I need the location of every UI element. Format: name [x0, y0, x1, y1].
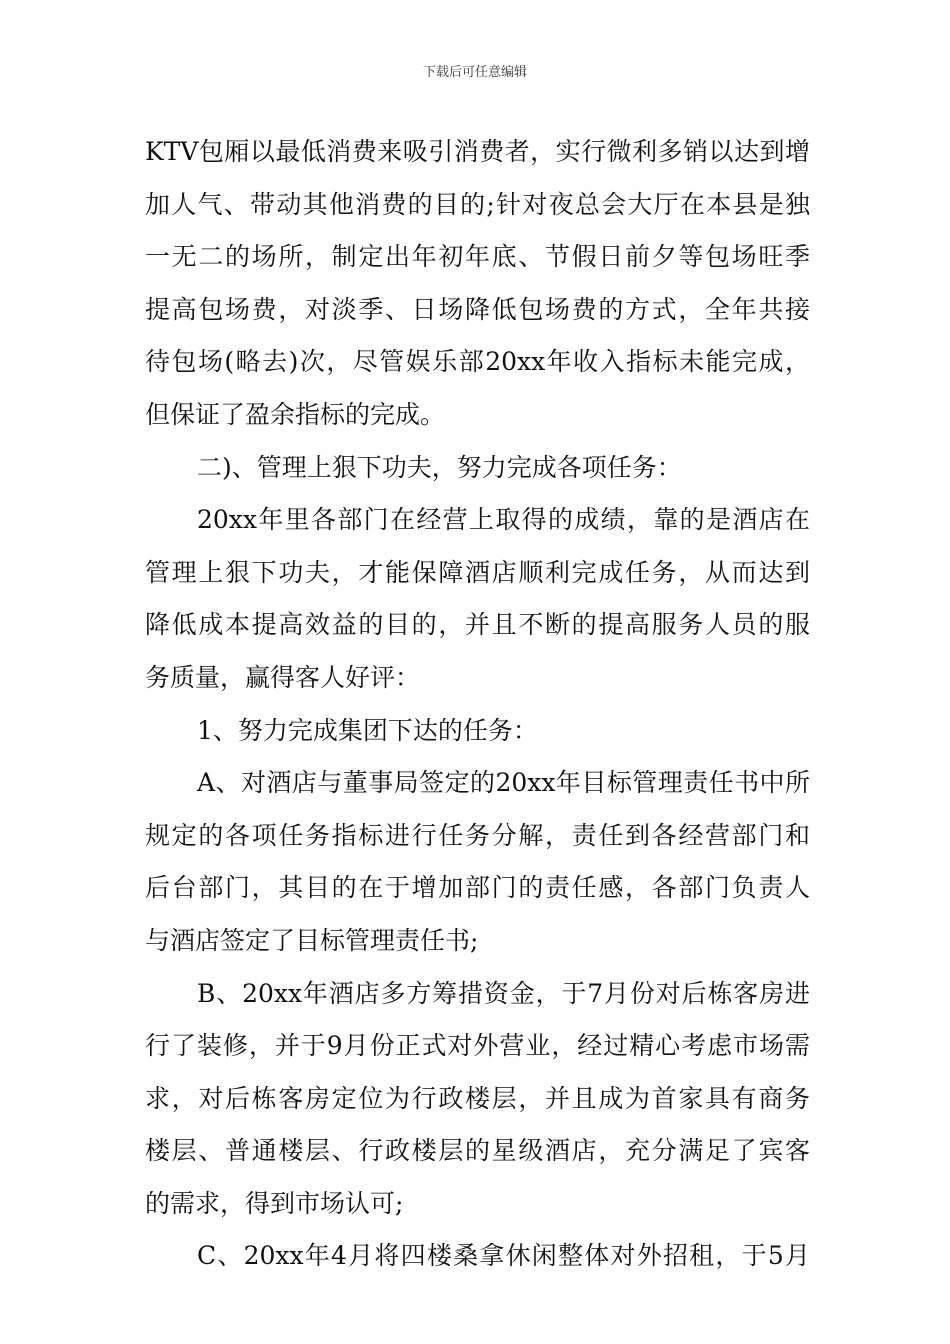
text-line: 求，对后栋客房定位为行政楼层，并且成为首家具有商务 [145, 1083, 810, 1113]
text-line: 与酒店签定了目标管理责任书; [145, 925, 479, 955]
list-heading: 1、努力完成集团下达的任务： [197, 715, 538, 745]
text-line: KTV包厢以最低消费来吸引消费者，实行微利多销以达到增 [145, 137, 810, 166]
text-line: 楼层、普通楼层、行政楼层的星级酒店，充分满足了宾客 [145, 1136, 810, 1166]
text-line: 20xx年里各部门在经营上取得的成绩，靠的是酒店在 [197, 505, 810, 535]
text-line: 后台部门，其目的在于增加部门的责任感，各部门负责人 [145, 873, 810, 903]
text-line: B、20xx年酒店多方筹措资金，于7月份对后栋客房进 [197, 978, 810, 1008]
text-line: 规定的各项任务指标进行任务分解，责任到各经营部门和 [145, 820, 810, 850]
page-header: 下载后可任意编辑 [422, 65, 527, 80]
text-line: A、对酒店与董事局签定的20xx年目标管理责任书中所 [197, 768, 810, 798]
text-line: 行了装修，并于9月份正式对外营业，经过精心考虑市场需 [145, 1031, 810, 1061]
section-heading: 二)、管理上狠下功夫，努力完成各项任务： [197, 452, 682, 482]
text-line: 务质量，赢得客人好评： [145, 662, 421, 692]
text-line: 提高包场费，对淡季、日场降低包场费的方式，全年共接 [145, 294, 810, 324]
text-line: 一无二的场所，制定出年初年底、节假日前夕等包场旺季 [145, 242, 810, 272]
text-line: 但保证了盈余指标的完成。 [145, 399, 446, 429]
text-line: 待包场(略去)次，尽管娱乐部20xx年收入指标未能完成， [145, 347, 810, 377]
text-line: 降低成本提高效益的目的，并且不断的提高服务人员的服 [145, 610, 810, 640]
text-line: C、20xx年4月将四楼桑拿休闲整体对外招租，于5月 [197, 1241, 810, 1271]
text-line: 的需求，得到市场认可; [145, 1188, 404, 1218]
text-line: 加人气、带动其他消费的目的;针对夜总会大厅在本县是独 [145, 189, 810, 219]
text-line: 管理上狠下功夫，才能保障酒店顺利完成任务，从而达到 [145, 557, 810, 587]
document-body [145, 126, 810, 1283]
